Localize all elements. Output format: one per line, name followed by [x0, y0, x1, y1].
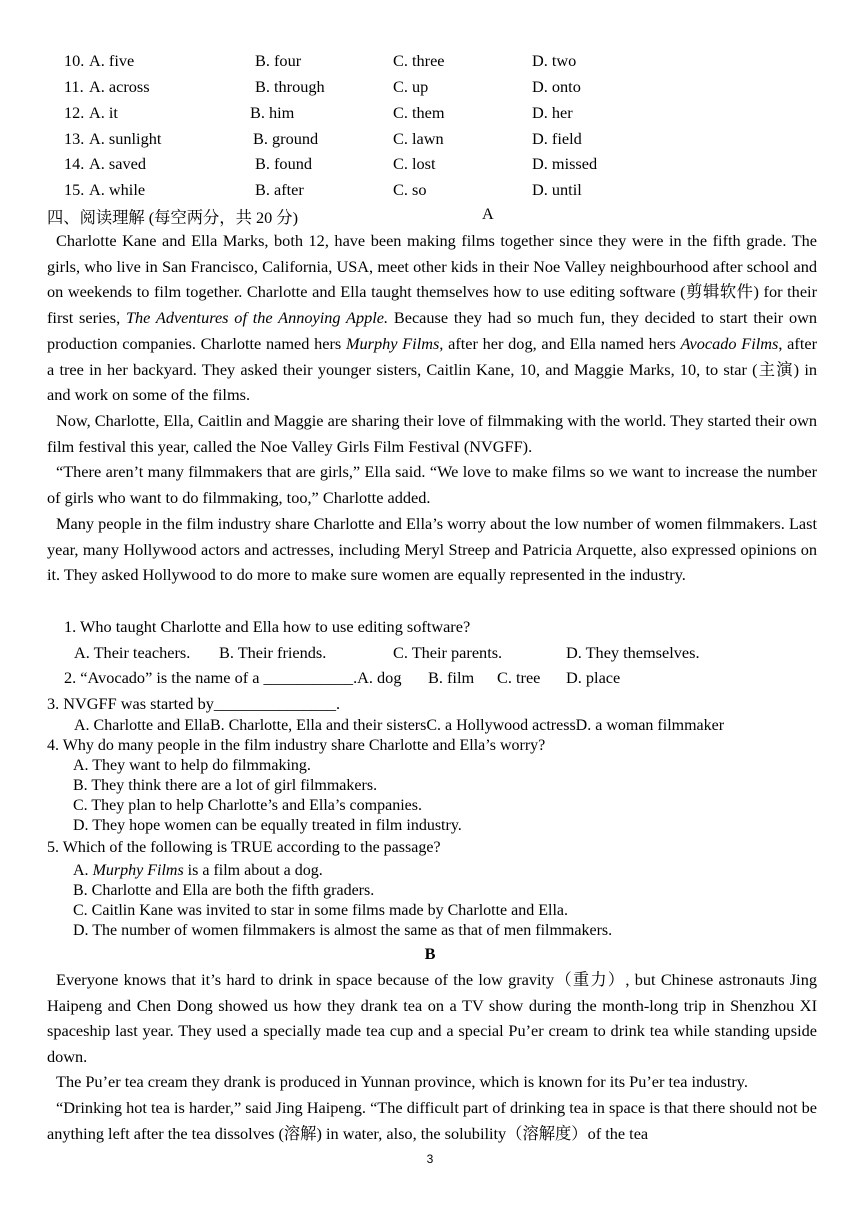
question-4-option-d: D. They hope women can be equally treated in film industry. [73, 817, 462, 834]
section-heading [47, 204, 494, 228]
option-a: A. saved [89, 154, 146, 173]
option-a: A. sunlight [89, 129, 162, 148]
question-4: 4. Why do many people in the film industry share Charlotte and Ella’s worry? [47, 737, 546, 754]
question-1-option-a: A. Their teachers. [74, 643, 191, 662]
page-number: 3 [426, 1152, 434, 1166]
choice-number: 13. [64, 129, 85, 148]
question-2-option-d: D. place [566, 668, 621, 687]
question-5: 5. Which of the following is TRUE according to the passage? [47, 839, 441, 856]
option-c: C. three [393, 51, 445, 70]
option-a: A. five [89, 51, 135, 70]
passage-a-paragraph-1: Charlotte Kane and Ella Marks, both 12, have been making films together since they were in the fifth grade. The girls, who live in San Francisco, California, USA, meet other kids in their Noe Valley neighbourhood after school and on weekends to film together. Charlotte and Ella taught themselves how to use editing software (剪辑软件) for their first series, The Adventures of the Annoying Apple. Because they had so much fun, they decided to start their own production companies. Charlotte named hers Murphy Films, after her dog, and Ella named hers Avocado Films, after a tree in her backyard. They asked their younger sisters, Caitlin Kane, 10, and Maggie Marks, 10, to star (主演) in and work on some of the films. [47, 231, 818, 405]
option-a: A. while [89, 180, 146, 199]
passage-a-paragraph-2: Now, Charlotte, Ella, Caitlin and Maggie are sharing their love of filmmaking with the world. They started their own film festival this year, called the Noe Valley Girls Film Festival (NVGFF). [47, 411, 817, 456]
question-4-option-c: C. They plan to help Charlotte’s and Ella’s companies. [73, 797, 422, 814]
choice-number: 12. [64, 103, 85, 122]
option-a: A. it [89, 103, 118, 122]
passage-b-paragraph-1: Everyone knows that it’s hard to drink in space because of the low gravity（重力）, but Chinese astronauts Jing Haipeng and Chen Dong showed us how they drank tea on a TV show during the month-long trip in Shenzhou XI spaceship last year. They used a specially made tea cup and a special Pu’er cream to drink tea while standing upside down. [47, 970, 817, 1067]
option-d: D. field [532, 129, 582, 148]
choice-number: 10. [64, 51, 85, 70]
passage-a-paragraph-3: “There aren’t many filmmakers that are girls,” Ella said. “We love to make films so we want to increase the number of girls who want to do filmmaking, too,” Charlotte added. [47, 462, 817, 507]
question-5-option-a: A. Murphy Films is a film about a dog. [73, 862, 323, 879]
question-2-option-b: B. film [428, 668, 475, 687]
option-d: D. until [532, 180, 582, 199]
passage-a-label: A [482, 204, 494, 223]
option-b: B. him [250, 103, 295, 122]
option-c: C. lost [393, 154, 436, 173]
option-b: B. ground [253, 129, 319, 148]
option-b: B. through [255, 77, 325, 96]
option-c: C. them [393, 103, 445, 122]
passage-b-heading: B [424, 944, 436, 963]
option-c: C. so [393, 180, 427, 199]
question-2-option-c: C. tree [497, 668, 541, 687]
section-title: 四、阅读理解 (每空两分，共 20 分) [47, 208, 298, 227]
company-name: Avocado Films [680, 333, 779, 353]
option-c: C. lawn [393, 129, 444, 148]
choice-number: 14. [64, 154, 85, 173]
passage-b-paragraph-3: “Drinking hot tea is harder,” said Jing Haipeng. “The difficult part of drinking tea in space is that there should not be anything left after the tea dissolves (溶解) in water, also, the solubility（溶解度）of the tea [47, 1098, 817, 1143]
question-2: 2. “Avocado” is the name of a ___________.A. dog [64, 668, 402, 687]
option-a: A. across [89, 77, 150, 96]
question-5-option-c: C. Caitlin Kane was invited to star in some films made by Charlotte and Ella. [73, 902, 569, 919]
option-b: B. four [255, 51, 302, 70]
option-d: D. missed [532, 154, 598, 173]
question-1-option-c: C. Their parents. [393, 643, 503, 662]
option-b: B. after [255, 180, 304, 199]
option-d: D. her [532, 103, 573, 122]
option-c: C. up [393, 77, 429, 96]
option-d: D. two [532, 51, 577, 70]
question-3-options: A. Charlotte and EllaB. Charlotte, Ella and their sistersC. a Hollywood actressD. a woman filmmaker [74, 717, 725, 734]
question-1: 1. Who taught Charlotte and Ella how to use editing software? [64, 617, 471, 636]
question-5-option-b: B. Charlotte and Ella are both the fifth graders. [73, 882, 375, 899]
question-1-option-d: D. They themselves. [566, 643, 700, 662]
question-4-option-a: A. They want to help do filmmaking. [73, 757, 311, 774]
choice-number: 15. [64, 180, 85, 199]
question-5-option-d: D. The number of women filmmakers is almost the same as that of men filmmakers. [73, 922, 613, 939]
passage-b-paragraph-2: The Pu’er tea cream they drank is produced in Yunnan province, which is known for its Pu’er tea industry. [56, 1072, 748, 1091]
choice-number: 11. [64, 77, 84, 96]
question-1-option-b: B. Their friends. [219, 643, 327, 662]
series-title: The Adventures of the Annoying Apple. [125, 308, 389, 328]
option-b: B. found [255, 154, 312, 173]
company-name: Murphy Films, [345, 333, 444, 353]
question-4-option-b: B. They think there are a lot of girl filmmakers. [73, 777, 378, 794]
option-d: D. onto [532, 77, 581, 96]
question-3: 3. NVGFF was started by_______________. [47, 694, 341, 713]
passage-a-paragraph-4: Many people in the film industry share Charlotte and Ella’s worry about the low number of women filmmakers. Last year, many Hollywood actors and actresses, including Meryl Streep and Patricia Arquette, also expressed opinions on it. They asked Hollywood to do more to make sure women are equally represented in the industry. [47, 514, 817, 585]
